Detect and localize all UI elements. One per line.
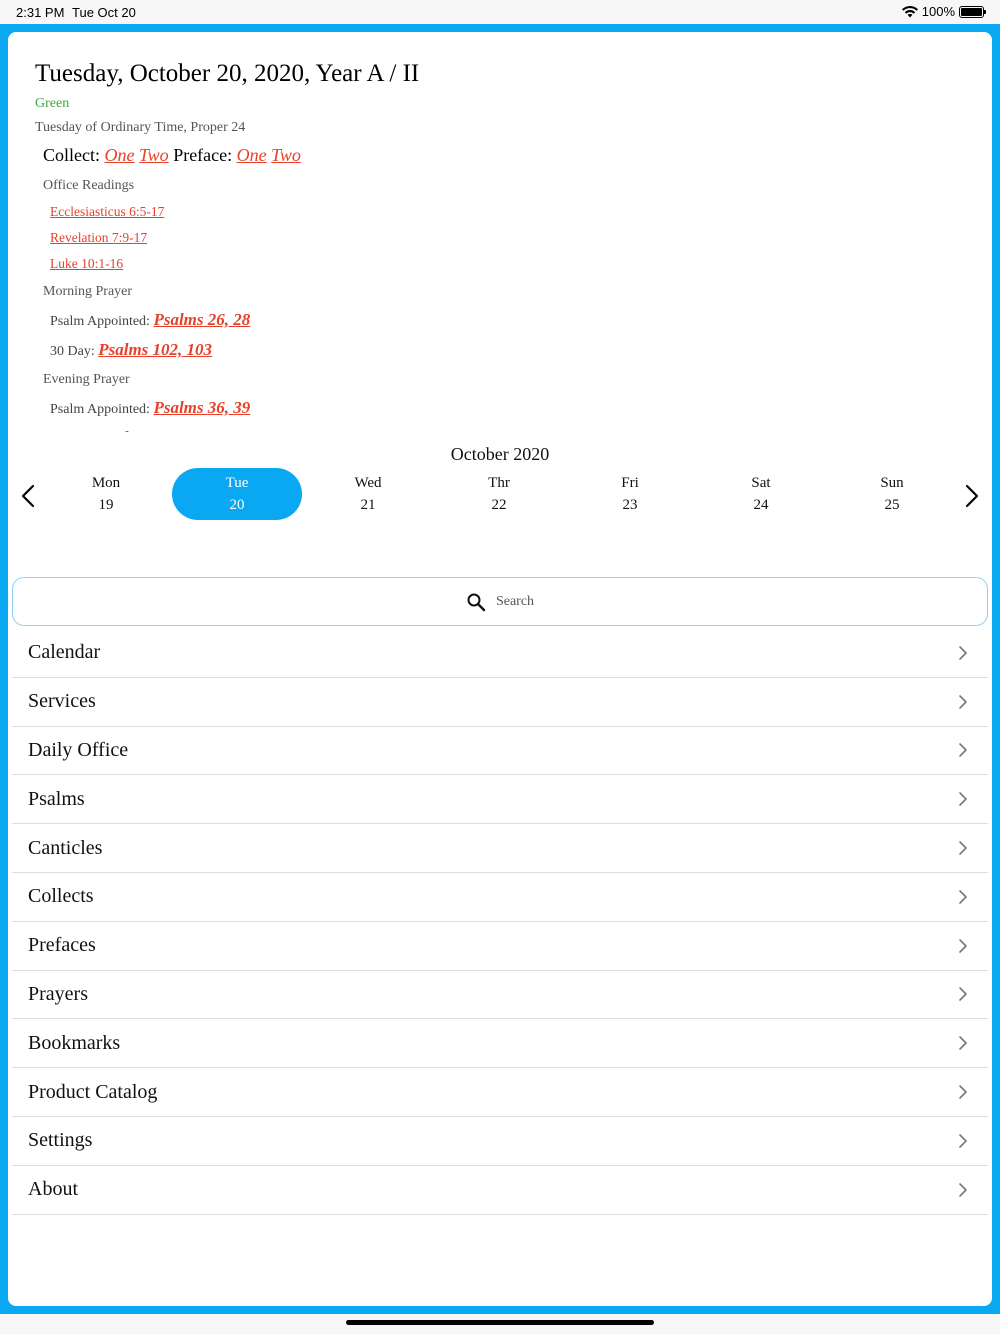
day-name: Sat	[751, 475, 771, 491]
menu-item-daily-office[interactable]	[12, 727, 988, 776]
menu-item-label: Daily Office	[28, 738, 129, 761]
collect-link-two[interactable]: Two	[139, 145, 169, 165]
chevron-right-icon	[958, 1036, 968, 1050]
menu-item-label: Calendar	[28, 641, 101, 664]
chevron-right-icon	[958, 890, 968, 904]
status-date: Tue Oct 20	[72, 5, 136, 20]
main-menu	[12, 629, 988, 1215]
chevron-right-icon	[958, 792, 968, 806]
menu-item-label: Prayers	[28, 982, 88, 1005]
day-info	[8, 32, 992, 432]
day-name: Mon	[91, 475, 121, 491]
chevron-right-icon	[958, 646, 968, 660]
menu-item-bookmarks[interactable]	[12, 1019, 988, 1068]
evening-psalm-appointed-link[interactable]: Psalms 36, 39	[153, 398, 251, 417]
collect-label: Collect:	[43, 145, 100, 165]
menu-item-label: Collects	[28, 885, 94, 908]
collect-link-one[interactable]: One	[104, 145, 135, 165]
month-label: October 2020	[450, 444, 550, 464]
day-wed[interactable]	[303, 468, 433, 520]
day-name: Sun	[880, 475, 904, 491]
app-frame	[0, 24, 1000, 1314]
menu-item-prayers[interactable]	[12, 971, 988, 1020]
day-thr[interactable]	[434, 468, 564, 520]
week-calendar	[8, 432, 992, 547]
reading-link[interactable]: Luke 10:1-16	[50, 256, 124, 271]
menu-item-label: Bookmarks	[28, 1031, 121, 1054]
day-number: 20	[229, 497, 245, 513]
chevron-right-icon	[958, 1134, 968, 1148]
thirty-day-label: 30 Day:	[50, 344, 95, 359]
battery-percent: 100%	[921, 4, 955, 19]
menu-item-settings[interactable]	[12, 1117, 988, 1166]
preface-link-two[interactable]: Two	[271, 145, 301, 165]
day-fri[interactable]	[565, 468, 695, 520]
chevron-right-icon	[958, 695, 968, 709]
menu-item-label: Settings	[28, 1129, 93, 1152]
status-time: 2:31 PM	[16, 5, 65, 20]
morning-psalm-30-day	[50, 340, 992, 360]
menu-item-label: Canticles	[28, 836, 103, 859]
chevron-right-icon[interactable]	[962, 484, 982, 508]
morning-psalm-30-day-link[interactable]: Psalms 102, 103	[98, 340, 213, 359]
day-title: Tuesday, October 20, 2020, Year A / II	[35, 60, 420, 87]
evening-psalm-appointed	[50, 398, 992, 418]
chevron-right-icon	[958, 841, 968, 855]
day-name: Tue	[225, 475, 249, 491]
psalm-appointed-label: Psalm Appointed:	[50, 314, 150, 329]
menu-item-canticles[interactable]	[12, 824, 988, 873]
day-number: 22	[491, 497, 507, 513]
collect-preface-line	[43, 145, 992, 166]
preface-label: Preface:	[173, 145, 233, 165]
liturgical-color: Green	[35, 96, 70, 111]
menu-item-calendar[interactable]	[12, 629, 988, 678]
menu-item-psalms[interactable]	[12, 775, 988, 824]
menu-item-collects[interactable]	[12, 873, 988, 922]
menu-item-label: Prefaces	[28, 934, 96, 957]
day-name: Wed	[354, 475, 382, 491]
day-number: 21	[360, 497, 376, 513]
evening-prayer-label: Evening Prayer	[43, 372, 130, 387]
preface-link-one[interactable]: One	[236, 145, 267, 165]
menu-item-prefaces[interactable]	[12, 922, 988, 971]
menu-item-label: Services	[28, 690, 96, 713]
day-number: 19	[98, 497, 114, 513]
day-name: Thr	[488, 475, 510, 491]
home-indicator[interactable]	[346, 1320, 654, 1325]
chevron-right-icon	[958, 743, 968, 757]
reading-link[interactable]: Ecclesiasticus 6:5-17	[50, 204, 165, 219]
wifi-icon	[902, 6, 918, 18]
chevron-left-icon[interactable]	[18, 484, 38, 508]
status-bar	[0, 0, 1000, 24]
menu-item-label: Psalms	[28, 787, 85, 810]
day-number: 23	[622, 497, 638, 513]
psalm-appointed-label: Psalm Appointed:	[50, 402, 150, 417]
menu-item-label: Product Catalog	[28, 1080, 158, 1103]
chevron-right-icon	[958, 1183, 968, 1197]
status-right	[902, 4, 984, 19]
menu-item-label: About	[28, 1178, 78, 1201]
office-readings-label: Office Readings	[43, 178, 135, 193]
proper-label: Tuesday of Ordinary Time, Proper 24	[35, 120, 246, 135]
menu-item-product-catalog[interactable]	[12, 1068, 988, 1117]
battery-fill	[961, 8, 982, 16]
day-sun[interactable]	[827, 468, 957, 520]
day-number: 25	[884, 497, 900, 513]
morning-psalm-appointed-link[interactable]: Psalms 26, 28	[153, 310, 251, 329]
chevron-right-icon	[958, 939, 968, 953]
day-number: 24	[753, 497, 769, 513]
day-sat[interactable]	[696, 468, 826, 520]
chevron-right-icon	[958, 1085, 968, 1099]
chevron-right-icon	[958, 987, 968, 1001]
battery-icon	[959, 6, 984, 18]
main-card	[8, 32, 992, 1306]
day-mon[interactable]	[41, 468, 171, 520]
menu-item-services[interactable]	[12, 678, 988, 727]
home-indicator-area	[0, 1314, 1000, 1334]
day-name: Fri	[621, 475, 639, 491]
menu-item-about[interactable]	[12, 1166, 988, 1215]
search-input[interactable]	[12, 577, 988, 626]
day-tue-selected[interactable]	[172, 468, 302, 520]
reading-link[interactable]: Revelation 7:9-17	[50, 230, 148, 245]
morning-prayer-label: Morning Prayer	[43, 284, 133, 299]
search-placeholder: Search	[495, 593, 535, 609]
morning-psalm-appointed	[50, 310, 992, 330]
search-icon	[466, 592, 486, 612]
